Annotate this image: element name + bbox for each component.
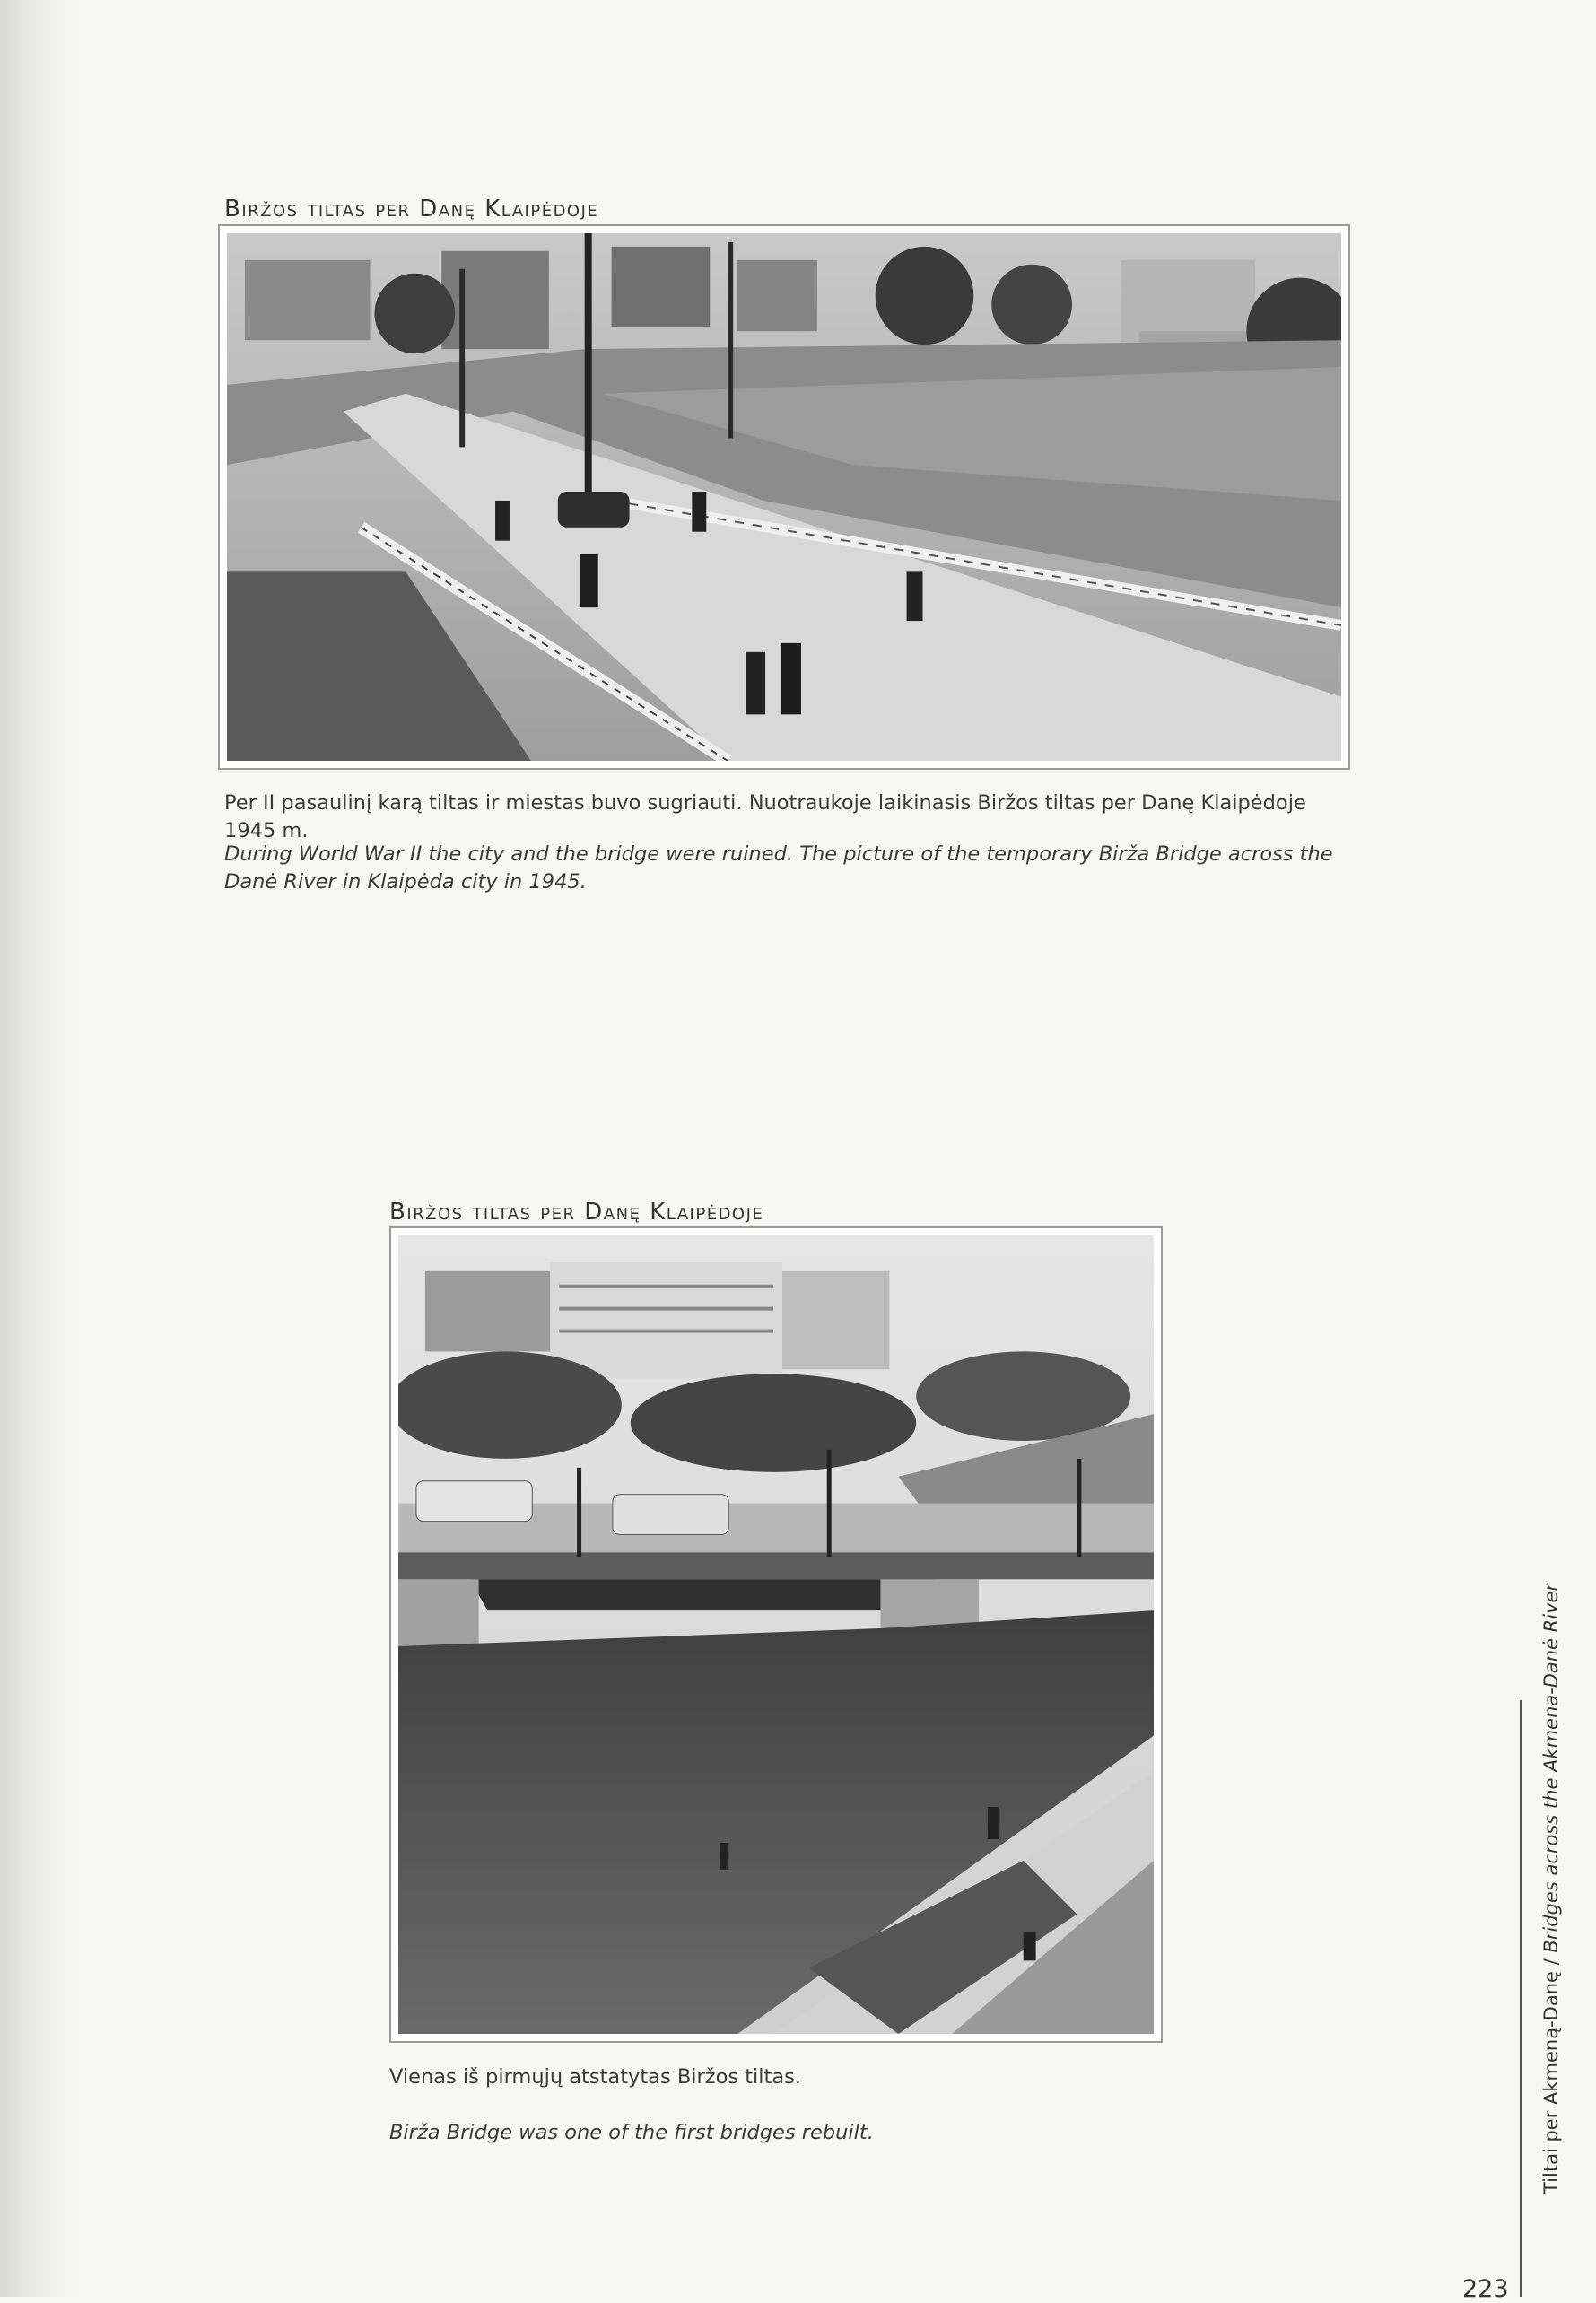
running-header-english: Bridges across the Akmena-Danė River xyxy=(1540,1583,1562,1953)
running-header-separator: / xyxy=(1540,1952,1562,1972)
figure-2-caption-lithuanian: Vienas iš pirmųjų atstatytas Biržos tiltas. xyxy=(389,2065,802,2089)
figure-1-title: Biržos tiltas per Danę Klaipėdoje xyxy=(224,196,599,222)
figure-2-photo xyxy=(398,1235,1154,2034)
figure-1-caption-lithuanian: Per II pasaulinį karą tiltas ir miestas buvo sugriauti. Nuotraukoje laikinasis Biržos tiltas per Danę Klaipėdoje 1945 m. xyxy=(224,791,1306,842)
figure-2-frame xyxy=(389,1226,1163,2043)
figure-1-frame xyxy=(218,224,1350,770)
figure-2-title: Biržos tiltas per Danę Klaipėdoje xyxy=(389,1199,764,1226)
figure-1-caption-english: During World War II the city and the bridge were ruined. The picture of the temporary Birža Bridge across the Danė River in Klaipėda city in 1945. xyxy=(224,842,1333,894)
page-number: 223 xyxy=(1462,2275,1509,2303)
running-header-vertical xyxy=(1536,1583,1566,2194)
running-header-lithuanian: Tiltai per Akmeną-Danę xyxy=(1540,1971,1562,2194)
page-gutter-shadow xyxy=(0,0,81,2297)
figure-2-caption-english: Birža Bridge was one of the first bridges rebuilt. xyxy=(389,2121,874,2144)
figure-1-photo xyxy=(227,233,1341,761)
side-divider-rule xyxy=(1520,1700,1522,2297)
